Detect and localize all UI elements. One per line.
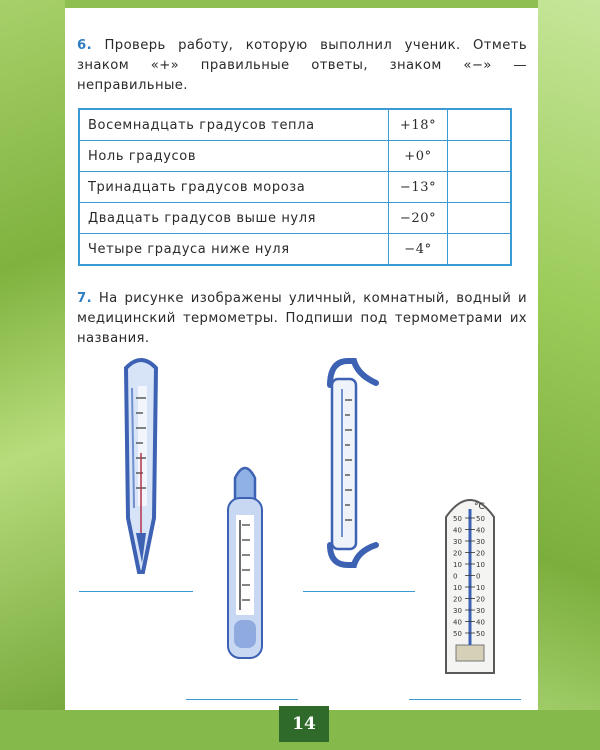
room-thermometer-illustration xyxy=(442,487,498,679)
table-row xyxy=(79,203,511,234)
row-mark-cell[interactable] xyxy=(448,141,512,172)
background-left-decoration xyxy=(0,0,65,750)
medical-thermometer-illustration xyxy=(118,358,164,578)
task-7-text: На рисунке изображены уличный, комнатный, водный и медицинский термометры. Подпиши под термометрами их названия. xyxy=(77,291,527,346)
scale-label: 0 xyxy=(453,572,458,581)
scale-label: 30 xyxy=(453,538,462,546)
row-value: −4° xyxy=(389,234,448,266)
answers-table xyxy=(78,108,512,266)
row-mark-cell[interactable] xyxy=(448,109,512,141)
scale-label: 50 xyxy=(476,515,485,523)
scale-label: 40 xyxy=(453,526,462,535)
scale-label: 50 xyxy=(453,515,462,523)
answer-line-outdoor[interactable] xyxy=(303,591,415,592)
scale-label: 10 xyxy=(476,584,485,592)
row-phrase: Тринадцать градусов мороза xyxy=(79,172,389,203)
answer-line-water[interactable] xyxy=(186,699,298,700)
row-value: +0° xyxy=(389,141,448,172)
scale-label: 10 xyxy=(453,584,462,592)
table-row xyxy=(79,234,511,266)
task-7 xyxy=(77,289,527,349)
room-thermometer-unit: °C xyxy=(474,502,485,512)
row-value: +18° xyxy=(389,109,448,141)
scale-label: 40 xyxy=(476,618,485,627)
scale-label: 20 xyxy=(453,595,462,604)
row-phrase: Ноль градусов xyxy=(79,141,389,172)
page-number: 14 xyxy=(279,706,329,742)
water-thermometer-illustration xyxy=(220,460,270,670)
scale-label: 0 xyxy=(476,572,481,581)
scale-label: 10 xyxy=(453,561,462,569)
task-7-number: 7. xyxy=(77,291,92,306)
scale-label: 40 xyxy=(476,526,485,535)
scale-label: 50 xyxy=(453,630,462,638)
row-value: −20° xyxy=(389,203,448,234)
scale-label: 20 xyxy=(476,595,485,604)
scale-label: 20 xyxy=(476,549,485,558)
row-value: −13° xyxy=(389,172,448,203)
scale-label: 50 xyxy=(476,630,485,638)
row-mark-cell[interactable] xyxy=(448,203,512,234)
scale-label: 30 xyxy=(476,607,485,615)
background-right-decoration xyxy=(538,0,600,750)
scale-label: 10 xyxy=(476,561,485,569)
scale-label: 30 xyxy=(476,538,485,546)
table-row xyxy=(79,141,511,172)
scale-label: 40 xyxy=(453,618,462,627)
table-row xyxy=(79,109,511,141)
scale-label: 30 xyxy=(453,607,462,615)
row-mark-cell[interactable] xyxy=(448,172,512,203)
answer-line-room[interactable] xyxy=(409,699,521,700)
outdoor-thermometer-illustration xyxy=(318,355,384,570)
task-6-text: Проверь работу, которую выполнил ученик. Отметь знаком «+» правильные ответы, знаком «−» — неправильные. xyxy=(77,38,527,93)
scale-label: 20 xyxy=(453,549,462,558)
row-phrase: Двадцать градусов выше нуля xyxy=(79,203,389,234)
row-phrase: Восемнадцать градусов тепла xyxy=(79,109,389,141)
row-phrase: Четыре градуса ниже нуля xyxy=(79,234,389,266)
task-6 xyxy=(77,36,527,96)
answer-line-medical[interactable] xyxy=(79,591,193,592)
table-row xyxy=(79,172,511,203)
task-6-number: 6. xyxy=(77,38,92,53)
row-mark-cell[interactable] xyxy=(448,234,512,266)
